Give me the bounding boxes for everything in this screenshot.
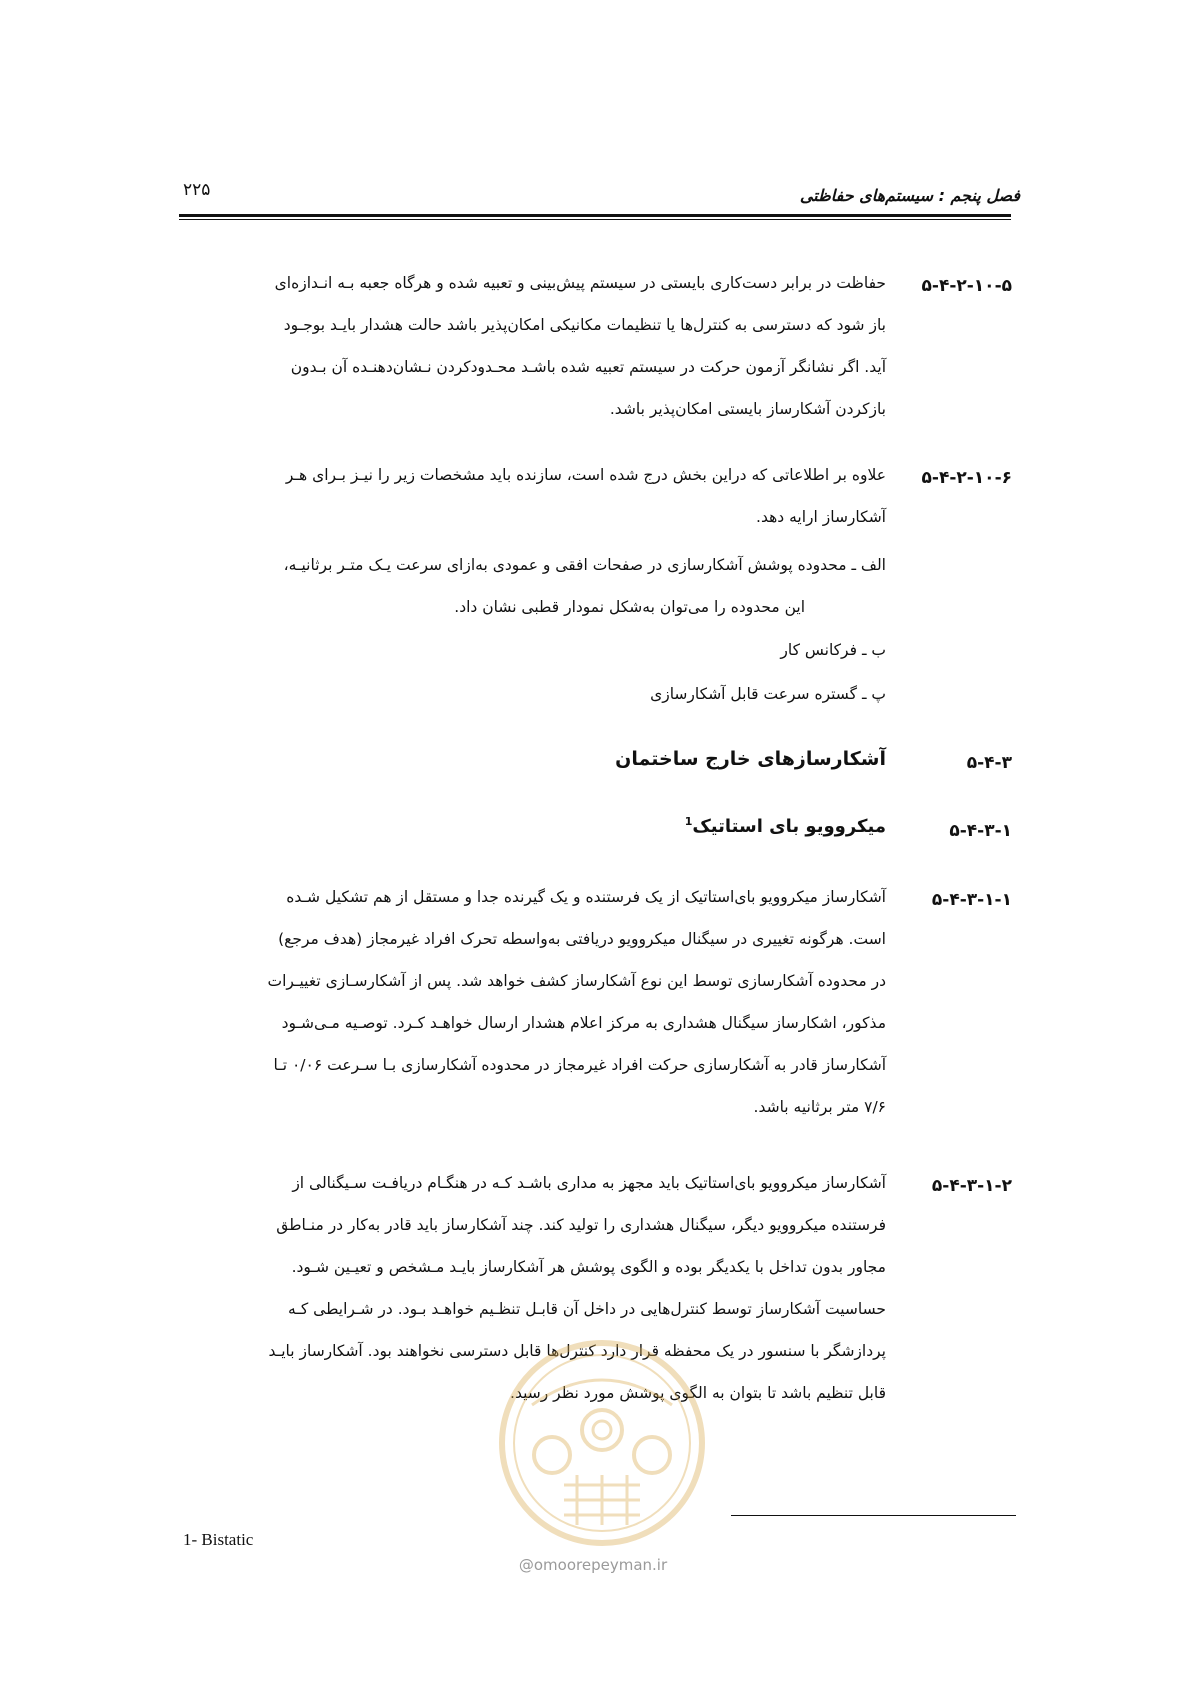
paragraph-line: در محدوده آشکارسازی توسط این نوع آشکارساز کشف خواهد شد. پس از آشکارسـازی تغییـرات: [267, 972, 886, 990]
paragraph-line: حفاظت در برابر دست‌کاری بایستی در سیستم پیش‌بینی و تعبیه شده و هرگاه جعبه بـه انـدازه‌ای: [274, 274, 886, 292]
section-number: ۵-۴-۳-۱-۲: [931, 1176, 1012, 1196]
section-number: ۵-۴-۳-۱-۱: [931, 890, 1012, 910]
paragraph-line: باز شود که دسترسی به کنترل‌ها یا تنظیمات مکانیکی امکان‌پذیر باشد حالت هشدار بایـد بوجـود: [283, 316, 886, 334]
page-number: ۲۲۵: [183, 180, 211, 200]
paragraph-line: آشکارساز قادر به آشکارسازی حرکت افراد غیرمجاز در محدوده آشکارسازی بـا سـرعت ۰/۰۶ تـا: [273, 1056, 886, 1074]
section-heading: آشکارسازهای خارج ساختمان: [615, 748, 886, 770]
paragraph-line: پردازشگر با سنسور در یک محفظه قرار دارد کنترل‌ها قابل دسترسی نخواهند بود. آشکارساز بایـد: [268, 1342, 886, 1360]
paragraph-line: آشکارساز ارایه دهد.: [756, 508, 886, 526]
footnote-ref: 1: [684, 815, 693, 828]
list-item-be: ب ـ فرکانس کار: [780, 641, 886, 659]
list-item-alef-cont: این محدوده را می‌توان به‌شکل نمودار قطبی نشان داد.: [454, 598, 805, 616]
section-number: ۵-۴-۲-۱۰-۵: [921, 276, 1012, 296]
chapter-title: فصل پنجم : سیستم‌های حفاظتی: [799, 186, 1020, 205]
paragraph-line: علاوه بر اطلاعاتی که دراین بخش درج شده است، سازنده باید مشخصات زیر را نیـز بـرای هـر: [285, 466, 886, 484]
section-heading-text: میکروویو بای استاتیک: [692, 816, 886, 837]
paragraph: [285, 454, 886, 538]
paragraph-line: بازکردن آشکارساز بایستی امکان‌پذیر باشد.: [609, 400, 886, 418]
section-number: ۵-۴-۳: [966, 753, 1012, 773]
paragraph: [267, 876, 886, 1128]
paragraph-line: آید. اگر نشانگر آزمون حرکت در سیستم تعبیه شده باشـد محـدودکردن نـشان‌دهنـده آن بـدون: [290, 358, 886, 376]
section-number: ۵-۴-۲-۱۰-۶: [921, 468, 1012, 488]
paragraph-line: مذکور، اشکارساز سیگنال هشداری به مرکز اعلام هشدار ارسال خواهـد کـرد. توصـیه مـی‌شـود: [281, 1014, 886, 1032]
header-rule-thin: [179, 219, 1011, 220]
paragraph-line: آشکارساز میکروویو بای‌استاتیک از یک فرستنده و یک گیرنده جدا و مستقل از هم تشکیل شـده: [286, 888, 886, 906]
list-item-pe: پ ـ گستره سرعت قابل آشکارسازی: [650, 685, 886, 703]
paragraph-line: ۷/۶ متر برثانیه باشد.: [753, 1098, 886, 1116]
section-heading: [685, 815, 886, 837]
footnote: 1- Bistatic: [183, 1530, 254, 1549]
paragraph-line: فرستنده میکروویو دیگر، سیگنال هشداری را تولید کند. چند آشکارساز باید قادر به‌کار در منـاطق: [276, 1216, 886, 1234]
paragraph-line: قابل تنظیم باشد تا بتوان به الگوی پوشش مورد نظر رسید.: [510, 1384, 886, 1402]
paragraph-line: آشکارساز میکروویو بای‌استاتیک باید مجهز به مداری باشـد کـه در هنگـام دریافـت سـیگنالی از: [292, 1174, 886, 1192]
paragraph-line: حساسیت آشکارساز توسط کنترل‌هایی در داخل آن قابـل تنظـیم خواهـد بـود. در شـرایطی کـه: [288, 1300, 886, 1318]
paragraph-line: است. هرگونه تغییری در سیگنال میکروویو دریافتی به‌واسطه تحرک افراد غیرمجاز (هدف مرجع): [278, 930, 886, 948]
watermark-site: @omoorepeyman.ir: [518, 1556, 668, 1574]
header-rule-thick: [179, 214, 1011, 217]
section-number: ۵-۴-۳-۱: [949, 821, 1012, 841]
list-item-alef: الف ـ محدوده پوشش آشکارسازی در صفحات افقی و عمودی به‌ازای سرعت یـک متـر برثانیـه،: [283, 556, 886, 574]
watermark-seal-icon: [492, 1335, 712, 1550]
footnote-rule: [731, 1515, 1016, 1516]
paragraph: [274, 262, 886, 430]
paragraph-line: مجاور بدون تداخل با یکدیگر بوده و الگوی پوشش هر آشکارساز بایـد مـشخص و تعیـین شـود.: [291, 1258, 886, 1276]
